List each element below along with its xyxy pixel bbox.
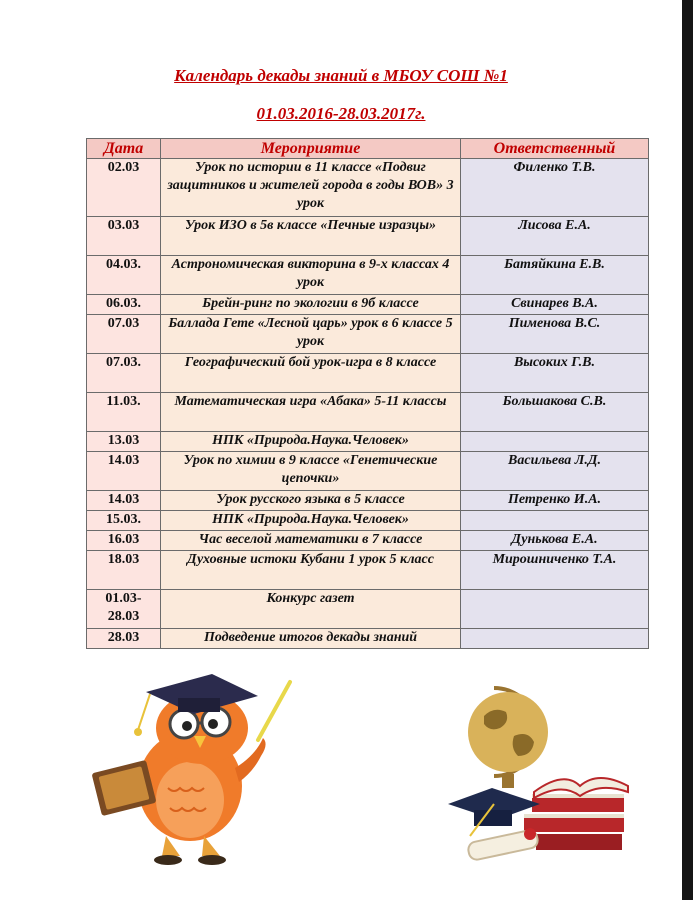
table-row [87,315,649,354]
row-responsible [461,629,649,649]
page-title: Календарь декады знаний в МБОУ СОШ №1 [174,66,508,85]
table-row [87,531,649,551]
table-row [87,432,649,452]
row-date: 07.03 [87,315,161,354]
row-event: НПК «Природа.Наука.Человек» [161,511,461,531]
row-event: Конкурс газет [161,590,461,629]
row-responsible: Пименова В.С. [461,315,649,354]
table-row [87,295,649,315]
row-date: 01.03-28.03 [87,590,161,629]
row-date: 14.03 [87,452,161,491]
table-row [87,159,649,217]
table-row [87,256,649,295]
row-responsible: Батяйкина Е.В. [461,256,649,295]
row-event: Баллада Гете «Лесной царь» урок в 6 классе 5 урок [161,315,461,354]
row-event: Астрономическая викторина в 9-х классах 4 урок [161,256,461,295]
row-date: 02.03 [87,159,161,217]
row-date: 15.03. [87,511,161,531]
table-row [87,491,649,511]
row-date: 11.03. [87,393,161,432]
row-responsible: Высоких Г.В. [461,354,649,393]
row-date: 14.03 [87,491,161,511]
row-responsible: Филенко Т.В. [461,159,649,217]
globe-books-diploma-icon [444,676,634,871]
header-event: Мероприятие [161,139,461,159]
table-header-row [87,139,649,159]
table-row [87,354,649,393]
row-event: Урок по химии в 9 классе «Генетические цепочки» [161,452,461,491]
table-row [87,217,649,256]
row-responsible: Васильева Л.Д. [461,452,649,491]
row-responsible [461,432,649,452]
table-row [87,393,649,432]
table-row [87,590,649,629]
row-responsible [461,590,649,629]
row-responsible: Большакова С.В. [461,393,649,432]
events-table [86,138,649,649]
owl-with-graduation-cap-and-book-icon [90,668,300,873]
row-event: Географический бой урок-игра в 8 классе [161,354,461,393]
table-row [87,511,649,531]
row-date: 18.03 [87,551,161,590]
date-range: 01.03.2016-28.03.2017г. [256,104,426,123]
row-date: 03.03 [87,217,161,256]
row-event: Час веселой математики в 7 классе [161,531,461,551]
row-responsible: Петренко И.А. [461,491,649,511]
row-date: 06.03. [87,295,161,315]
row-event: Урок по истории в 11 классе «Подвиг защитников и жителей города в годы ВОВ» 3 урок [161,159,461,217]
row-event: Урок ИЗО в 5в классе «Печные изразцы» [161,217,461,256]
header-responsible: Ответственный [461,139,649,159]
row-date: 04.03. [87,256,161,295]
table-row [87,629,649,649]
row-event: Математическая игра «Абака» 5-11 классы [161,393,461,432]
row-event: Духовные истоки Кубани 1 урок 5 класс [161,551,461,590]
row-responsible: Дунькова Е.А. [461,531,649,551]
row-event: Брейн-ринг по экологии в 9б классе [161,295,461,315]
row-date: 13.03 [87,432,161,452]
row-date: 07.03. [87,354,161,393]
row-date: 28.03 [87,629,161,649]
header-date: Дата [87,139,161,159]
row-responsible: Мирошниченко Т.А. [461,551,649,590]
table-row [87,452,649,491]
table-row [87,551,649,590]
row-event: Подведение итогов декады знаний [161,629,461,649]
row-event: Урок русского языка в 5 классе [161,491,461,511]
row-responsible: Свинарев В.А. [461,295,649,315]
row-event: НПК «Природа.Наука.Человек» [161,432,461,452]
row-responsible: Лисова Е.А. [461,217,649,256]
row-date: 16.03 [87,531,161,551]
page-edge-bar [682,0,693,900]
row-responsible [461,511,649,531]
